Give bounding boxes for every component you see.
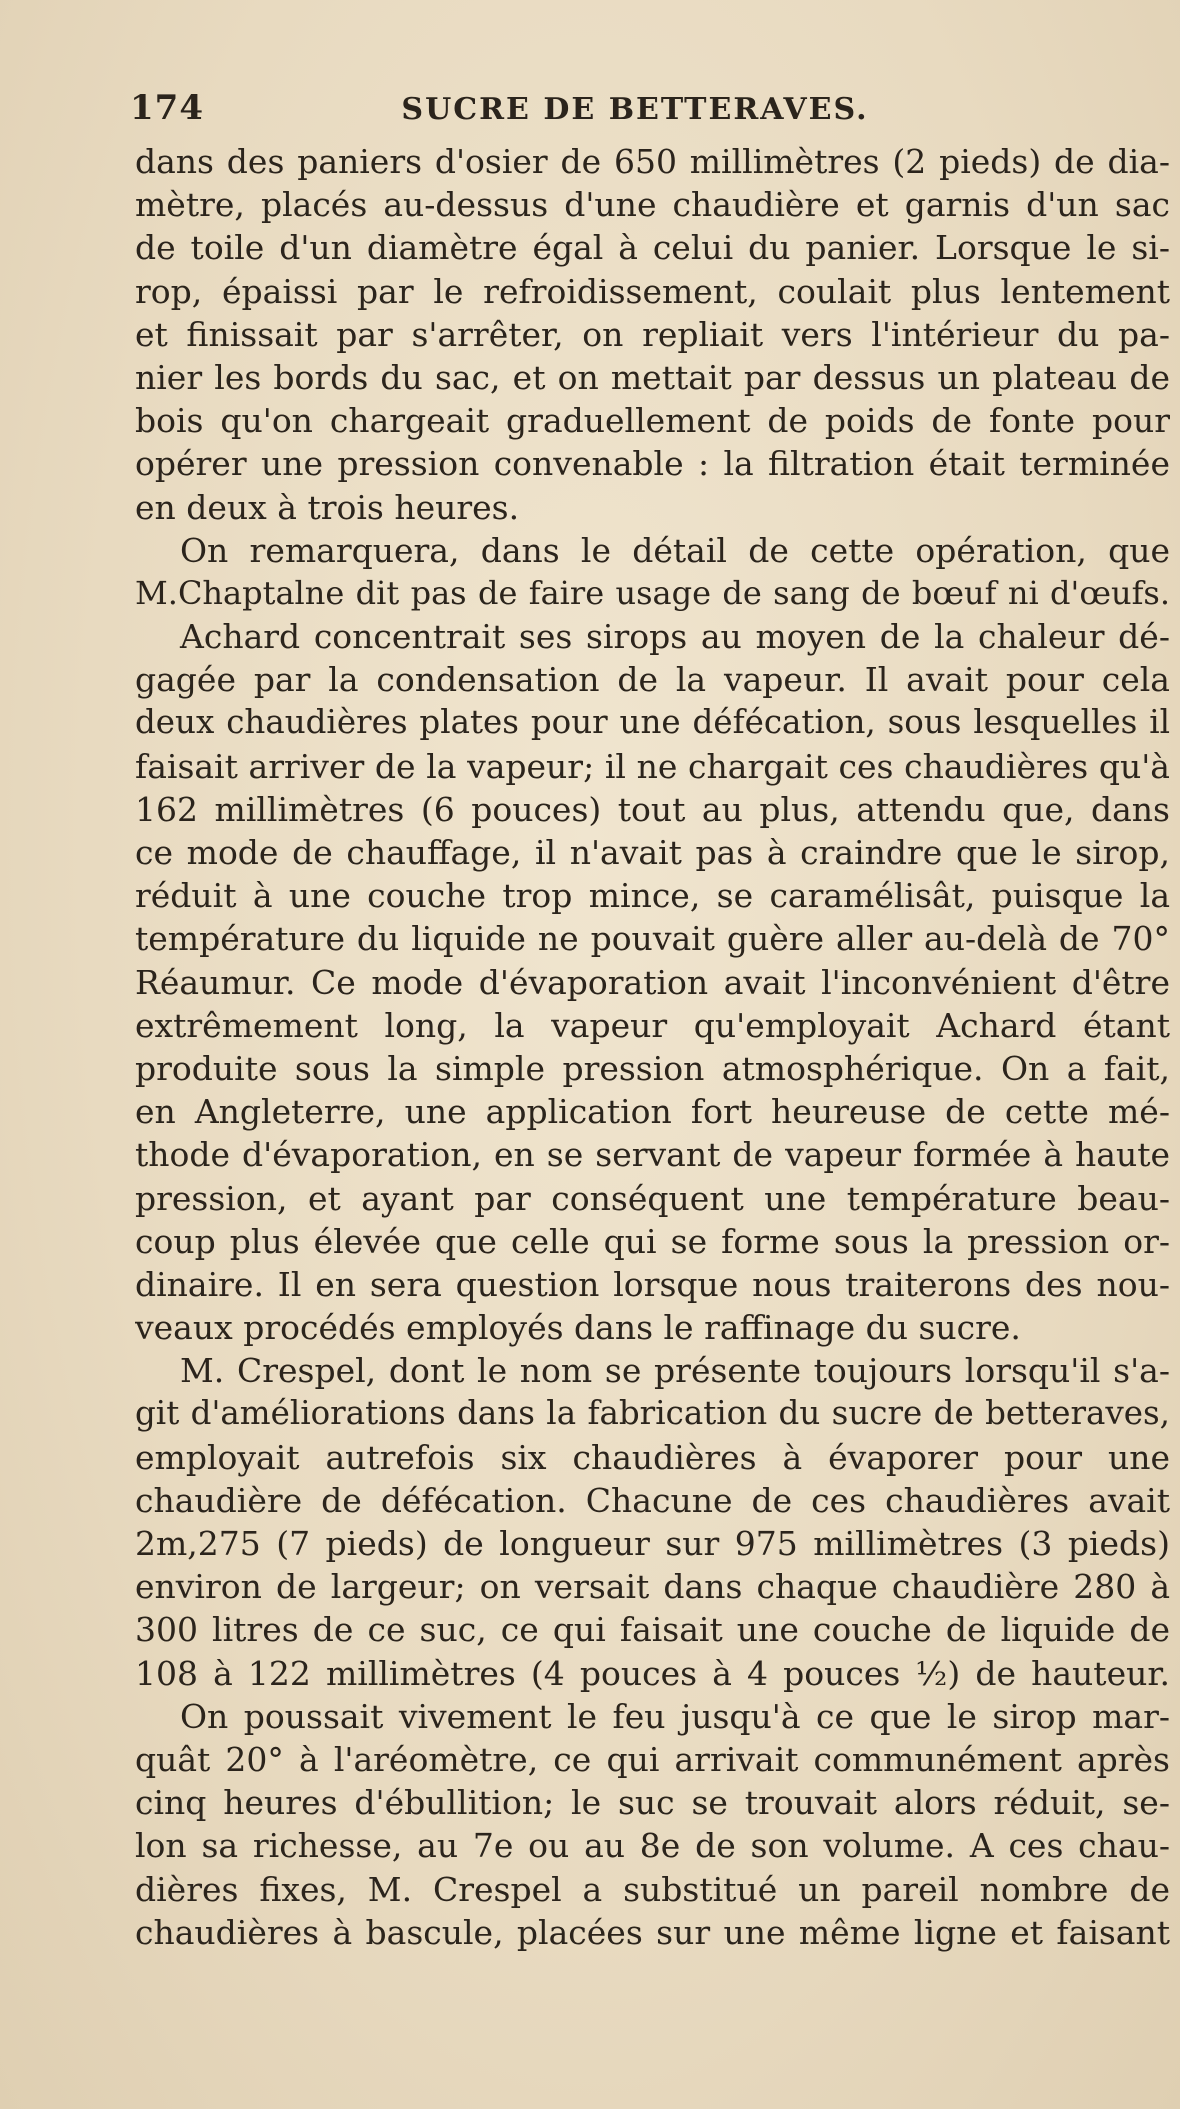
text-line: gagée par la condensation de la vapeur. Il avait pour cela [135, 660, 1170, 700]
text-line: pression, et ayant par conséquent une température beau- [135, 1178, 1170, 1218]
text-line: lon sa richesse, au 7e ou au 8e de son volume. A ces chau- [135, 1826, 1170, 1866]
text-line: de toile d'un diamètre égal à celui du panier. Lorsque le si- [135, 228, 1170, 268]
text-line: 2m,275 (7 pieds) de longueur sur 975 millimètres (3 pieds) [135, 1524, 1170, 1563]
text-line: réduit à une couche trop mince, se caramélisât, puisque la [135, 876, 1170, 916]
page-number: 174 [130, 88, 204, 128]
text-line: 300 litres de ce suc, ce qui faisait une couche de liquide de [135, 1610, 1170, 1650]
text-line: Réaumur. Ce mode d'évaporation avait l'inconvénient d'être [135, 962, 1170, 1002]
text-line: faisait arriver de la vapeur; il ne chargait ces chaudières qu'à [135, 746, 1170, 786]
page-header [130, 88, 1140, 138]
text-line: dières fixes, M. Crespel a substitué un pareil nombre de [135, 1869, 1170, 1909]
text-line: On poussait vivement le feu jusqu'à ce que le sirop mar- [180, 1696, 1170, 1736]
text-line: 162 millimètres (6 pouces) tout au plus, attendu que, dans [135, 789, 1170, 829]
text-line: opérer une pression convenable : la filtration était terminée [135, 444, 1170, 484]
text-line: dans des paniers d'osier de 650 millimètres (2 pieds) de dia- [135, 142, 1170, 181]
text-line: en Angleterre, une application fort heureuse de cette mé- [135, 1092, 1170, 1132]
text-line: coup plus élevée que celle qui se forme sous la pression or- [135, 1221, 1170, 1261]
text-line: ce mode de chauffage, il n'avait pas à craindre que le sirop, [135, 833, 1170, 872]
text-line: veaux procédés employés dans le raffinage du sucre. [135, 1308, 1021, 1348]
text-line: thode d'évaporation, en se servant de vapeur formée à haute [135, 1135, 1170, 1175]
text-line: dinaire. Il en sera question lorsque nous traiterons des nou- [135, 1264, 1170, 1304]
text-line: chaudières à bascule, placées sur une même ligne et faisant [135, 1912, 1170, 1952]
text-line: environ de largeur; on versait dans chaque chaudière 280 à [135, 1567, 1170, 1607]
text-line: M. Crespel, dont le nom se présente toujours lorsqu'il s'a- [180, 1351, 1170, 1391]
text-line: en deux à trois heures. [135, 487, 520, 527]
text-line: Achard concentrait ses sirops au moyen de la chaleur dé- [180, 617, 1170, 657]
text-line: cinq heures d'ébullition; le suc se trouvait alors réduit, se- [135, 1783, 1170, 1823]
text-line: mètre, placés au-dessus d'une chaudière et garnis d'un sac [135, 185, 1170, 225]
running-title: SUCRE DE BETTERAVES. [401, 92, 869, 127]
text-line: M.Chaptalne dit pas de faire usage de sang de bœuf ni d'œufs. [135, 573, 1170, 612]
text-line: On remarquera, dans le détail de cette opération, que [180, 530, 1170, 570]
text-line: quât 20° à l'aréomètre, ce qui arrivait communément après [135, 1739, 1170, 1779]
text-line: rop, épaissi par le refroidissement, coulait plus lentement [135, 271, 1170, 311]
text-line: et finissait par s'arrêter, on repliait vers l'intérieur du pa- [135, 314, 1170, 354]
text-line: 108 à 122 millimètres (4 pouces à 4 pouces ½) de hauteur. [135, 1653, 1170, 1693]
text-line: deux chaudières plates pour une défécation, sous lesquelles il [135, 703, 1170, 742]
text-line: produite sous la simple pression atmosphérique. On a fait, [135, 1048, 1170, 1088]
text-line: extrêmement long, la vapeur qu'employait Achard étant [135, 1005, 1170, 1045]
text-line: bois qu'on chargeait graduellement de poids de fonte pour [135, 401, 1170, 441]
text-line: nier les bords du sac, et on mettait par dessus un plateau de [135, 357, 1170, 397]
text-line: température du liquide ne pouvait guère aller au-delà de 70° [135, 919, 1170, 959]
text-line: employait autrefois six chaudières à évaporer pour une [135, 1437, 1170, 1477]
body-text [135, 140, 1170, 1954]
text-line: chaudière de défécation. Chacune de ces chaudières avait [135, 1480, 1170, 1520]
text-line: git d'améliorations dans la fabrication du sucre de betteraves, [135, 1394, 1170, 1433]
